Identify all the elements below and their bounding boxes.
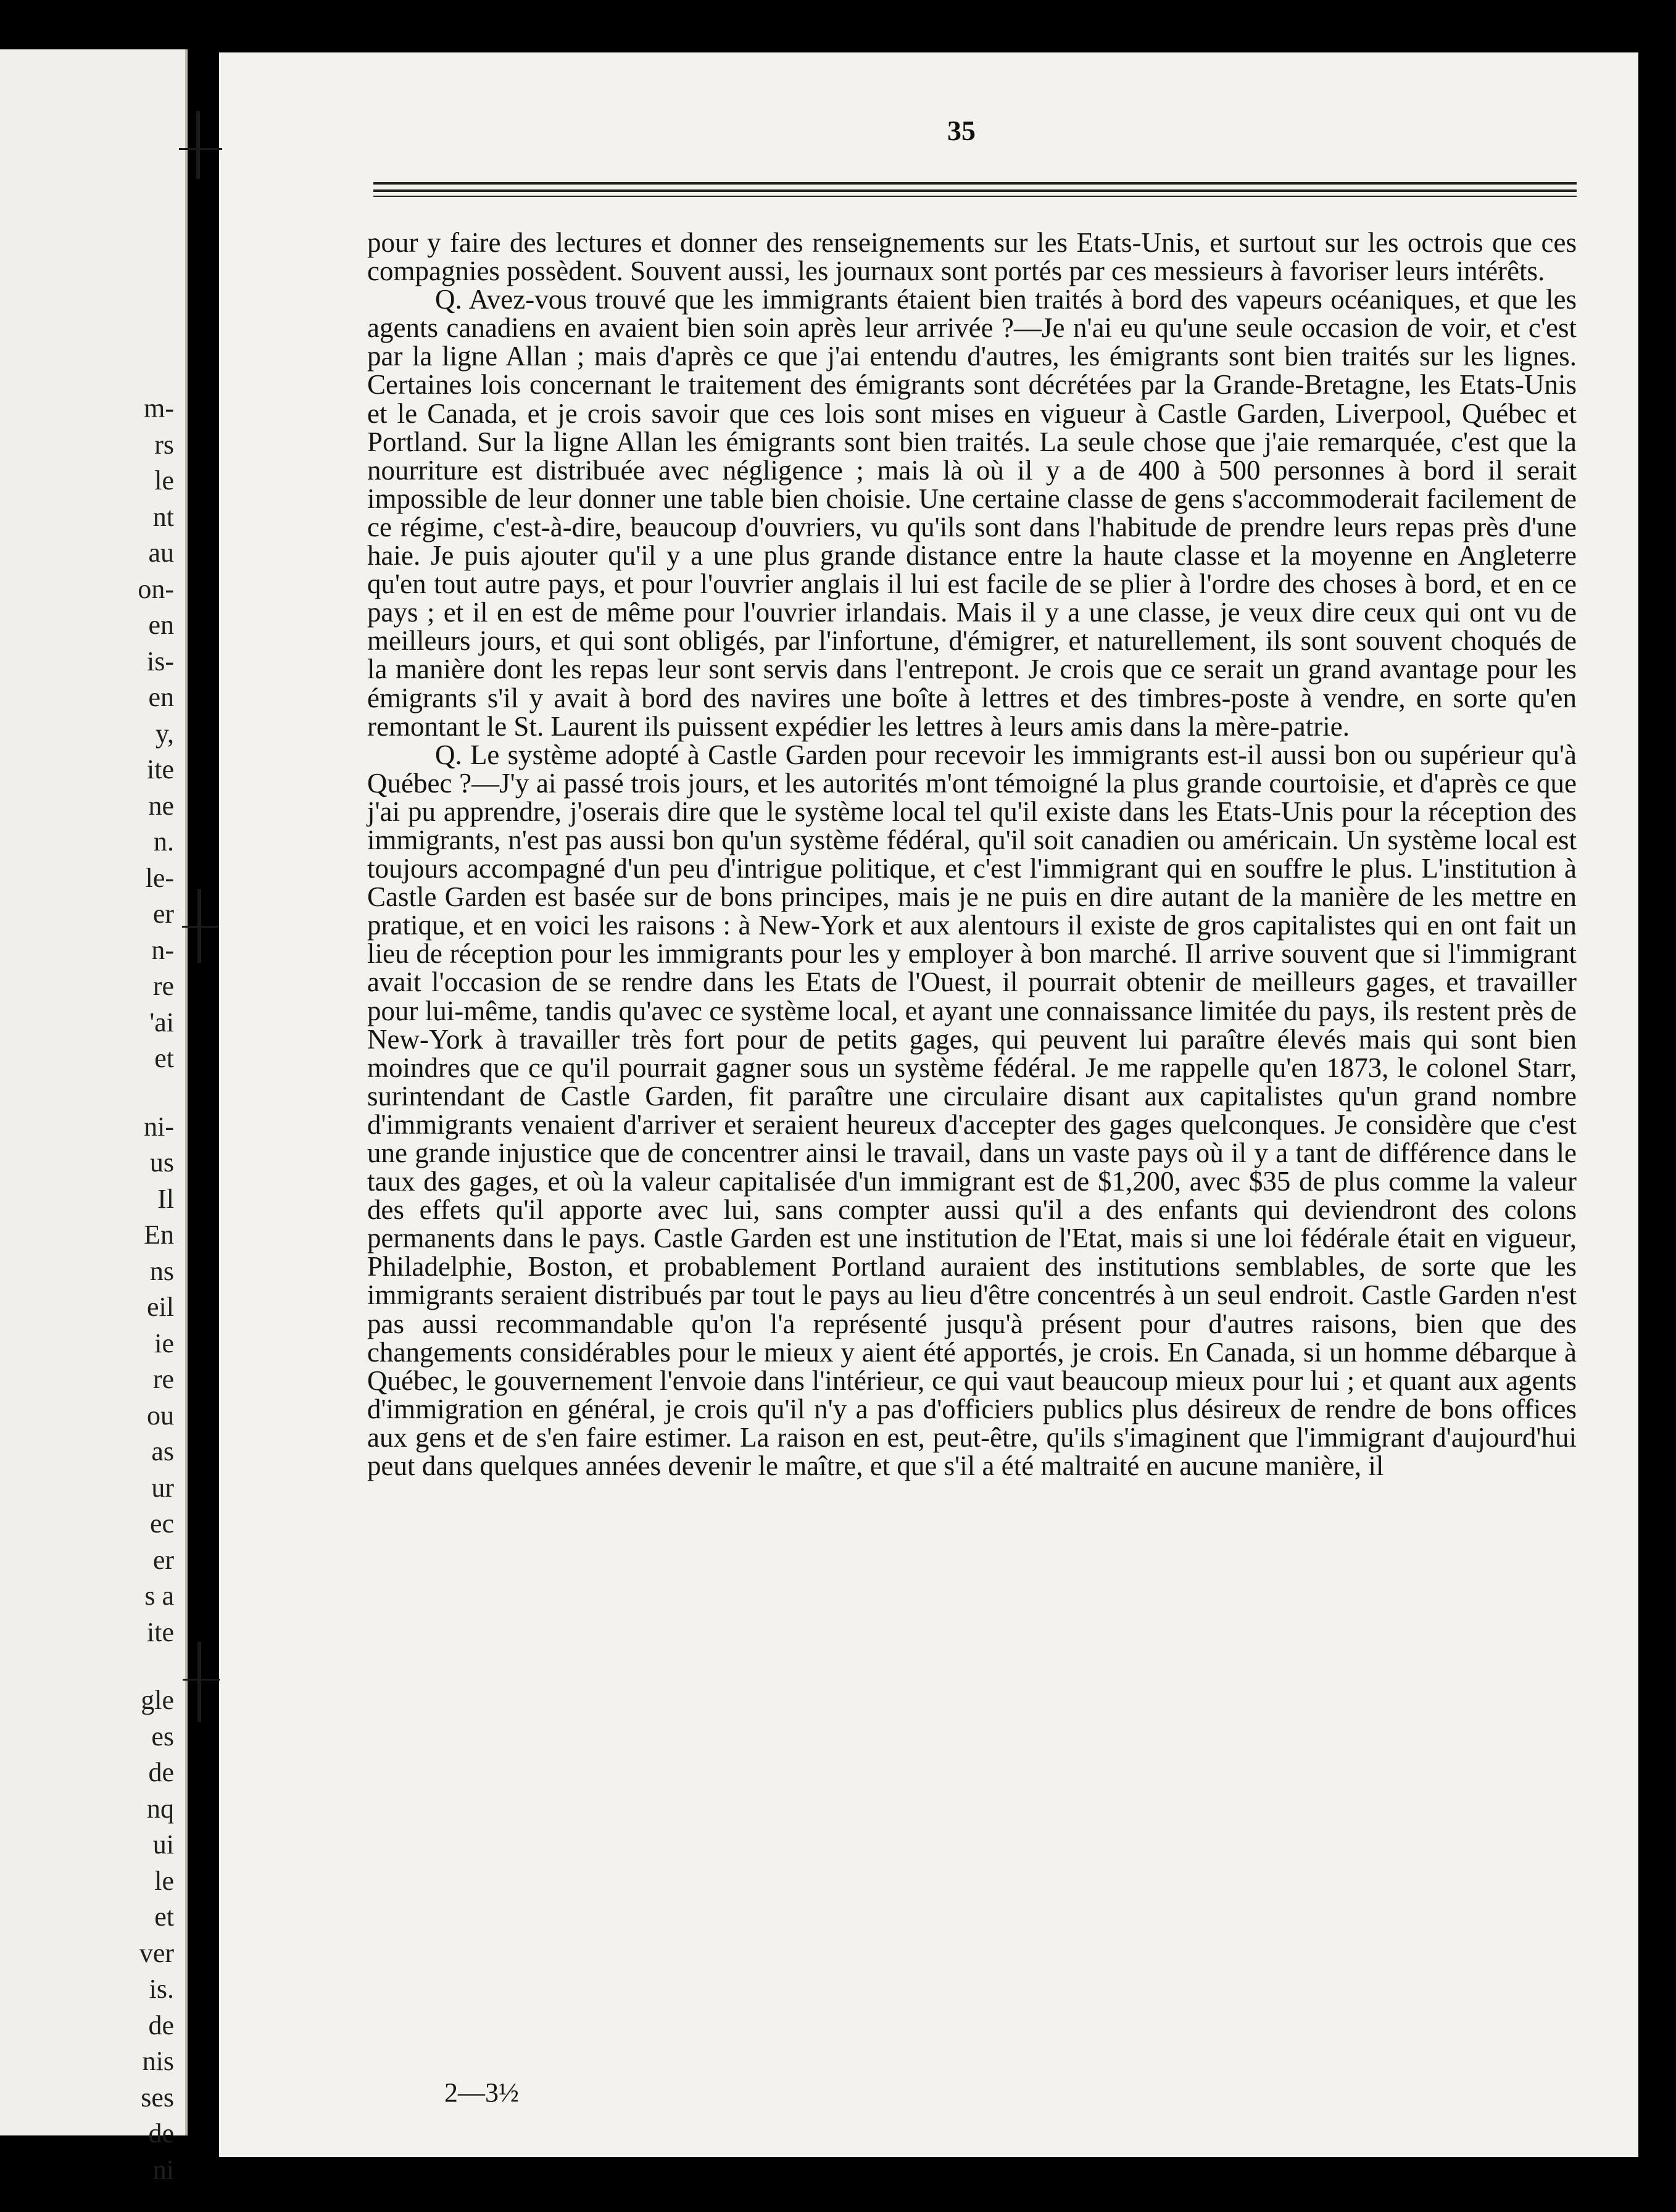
facing-page-fragment: Il: [157, 1183, 174, 1214]
facing-page-fragment: le-: [145, 862, 174, 893]
facing-page-fragment: ie: [154, 1328, 174, 1358]
binding-mark: [197, 1642, 201, 1722]
binding-mark: [196, 111, 200, 179]
facing-page-fragment: rs: [154, 429, 174, 460]
facing-page-fragment: n.: [154, 826, 174, 857]
body-text: [367, 228, 1577, 1480]
facing-page-fragment: de: [148, 2010, 174, 2040]
facing-page-fragment: s a: [144, 1581, 174, 1611]
facing-page-fragment: ite: [147, 1616, 174, 1647]
facing-page-fragment: ver: [139, 1937, 174, 1968]
facing-page-fragment: us: [149, 1147, 174, 1178]
binding-tick: [183, 1679, 220, 1681]
facing-page-fragment: en: [148, 682, 174, 712]
facing-page-fragment: ur: [151, 1472, 174, 1503]
facing-page-fragment: En: [144, 1220, 174, 1250]
facing-page-fragment: es: [151, 1721, 174, 1752]
facing-page-fragment: de: [148, 2118, 174, 2148]
facing-page-fragment: gle: [141, 1685, 174, 1715]
binding-tick: [182, 926, 219, 928]
facing-page-fragment: nt: [152, 501, 174, 532]
facing-page-fragment: ni: [152, 2154, 174, 2185]
facing-page-fragment: et: [154, 1902, 174, 1932]
document-page: [219, 52, 1638, 2157]
facing-page-fragment: ite: [147, 754, 174, 784]
facing-page-fragment: m-: [144, 393, 174, 423]
facing-page-fragment: ns: [149, 1255, 174, 1286]
facing-page-fragment: ni-: [144, 1111, 174, 1142]
facing-page-fragment: er: [152, 899, 174, 929]
facing-page-fragment: ses: [141, 2082, 174, 2113]
facing-page-fragment: ne: [148, 790, 174, 821]
facing-page-edge: [0, 49, 188, 2185]
facing-page-fragment: re: [152, 1364, 174, 1394]
facing-page-fragment: le: [154, 1865, 174, 1896]
facing-page-fragment: de: [148, 1757, 174, 1787]
facing-page-fragment: as: [151, 1436, 174, 1466]
facing-page-fragment: ui: [152, 1829, 174, 1860]
paragraph-question-bord: Q. Avez-vous trouvé que les immigrants étaient bien traités à bord des vapeurs océaniques, et que les agents canadiens en avaient bien soin après leur arrivée ?—Je n'ai eu qu'une seule occasion de voir, et c'est par la ligne Allan ; mais d'après ce que j'ai entendu d'autres, les émigrants sont bien traités sur les lignes. Certaines lois concernant le traitement des émigrants sont décrétées par la Grande-Bretagne, les Etats-Unis et le Canada, et je crois savoir que ces lois sont mises en vigueur à Castle Garden, Liverpool, Québec et Portland. Sur la ligne Allan les émigrants sont bien traités. La seule chose que j'aie remarquée, c'est que la nourriture est distribuée avec négligence ; mais là où il y a de 400 à 500 personnes à bord il serait impossible de leur donner une table bien choisie. Une certaine classe de gens s'accommoderait facilement de ce régime, c'est-à-dire, beaucoup d'ouvriers, vu qu'ils sont dans l'habitude de prendre leurs repas près d'une haie. Je puis ajouter qu'il y a une plus grande distance entre la haute classe et la moyenne en Angleterre qu'en tout autre pays, et pour l'ouvrier anglais il lui est facile de se plier à l'ordre des choses à bord, et en ce pays ; et il en est de même pour l'ouvrier irlandais. Mais il y a une classe, je veux dire ceux qui ont vu de meilleurs jours, et qui sont obligés, par l'infortune, d'émigrer, et naturellement, ils sont souvent choqués de la manière dont les repas leur sont servis dans l'entrepont. Je crois que ce serait un grand avantage pour les émigrants s'il y avait à bord des navires une boîte à lettres et des timbres-poste à vendre, en sorte qu'en remontant le St. Laurent ils puissent expédier les lettres à leurs amis dans la mère-patrie.: [367, 284, 1577, 742]
facing-page-fragment: is.: [149, 1974, 174, 2004]
paragraph-continuation: pour y faire des lectures et donner des renseignements sur les Etats-Unis, et surtout sur les octrois que ces compagnies possèdent. Souvent aussi, les journaux sont portés par ces messieurs à favoriser leurs intérêts.: [367, 227, 1577, 287]
binding-tick: [179, 148, 222, 150]
signature-mark: 2—3½: [444, 2077, 519, 2108]
facing-page-fragment: n-: [151, 934, 174, 965]
header-rule-mid: [373, 189, 1577, 192]
facing-page-fragment: ec: [149, 1508, 174, 1539]
facing-page-fragment: nis: [142, 2046, 174, 2076]
facing-page-fragment: re: [152, 971, 174, 1001]
facing-page-fragment: ou: [147, 1400, 174, 1431]
header-rule-top: [373, 182, 1577, 185]
facing-page-fragment: et: [154, 1043, 174, 1073]
facing-page-fragment: 'ai: [149, 1007, 174, 1037]
facing-page-fragment: le: [154, 465, 174, 496]
facing-page-fragment: er: [152, 1544, 174, 1575]
facing-page-fragment: eil: [147, 1292, 174, 1322]
facing-page-fragment: is-: [147, 646, 174, 676]
facing-page-fragment: nq: [147, 1793, 174, 1824]
header-rule-bottom: [373, 196, 1577, 197]
paragraph-question-castle-garden: Q. Le système adopté à Castle Garden pour recevoir les immigrants est-il aussi bon ou supérieur qu'à Québec ?—J'y ai passé trois jours, et les autorités m'ont témoigné la plus grande courtoisie, et d'après ce que j'ai pu apprendre, j'oserais dire que le système local tel qu'il existe dans les Etats-Unis pour la réception des immigrants, n'est pas aussi bon qu'un système fédéral, qu'il soit canadien ou américain. Un système local est toujours accompagné d'un peu d'intrigue politique, et c'est l'immigrant qui en souffre le plus. L'institution à Castle Garden est basée sur de bons principes, mais je ne puis en dire autant de la manière de les mettre en pratique, et en voici les raisons : à New-York et aux alentours il existe de gros capitalistes qui en ont fait un lieu de réception pour les immigrants pour les y employer à bon marché. Il arrive souvent que si l'immigrant avait l'occasion de se rendre dans les Etats de l'Ouest, il pourrait obtenir de meilleurs gages, et travailler pour lui-même, tandis qu'avec ce système local, et ayant une connaissance limitée du pays, ils restent près de New-York à travailler très fort pour de petits gages, qui peuvent lui paraître élevés mais qui sont bien moindres que ce qu'il pourrait gagner sous un système fédéral. Je me rappelle qu'en 1873, le colonel Starr, surintendant de Castle Garden, fit paraître une circulaire disant aux capitalistes qu'un grand nombre d'immigrants venaient d'arriver et seraient heureux d'accepter des gages quelconques. Je considère que c'est une grande injustice que de concentrer ainsi le travail, dans un vaste pays où il y a tant de différence dans le taux des gages, et où la valeur capitalisée d'un immigrant est de $1,200, avec $35 de plus comme la valeur des effets qu'il apporte avec lui, sans compter aussi qu'il a des enfants qui deviendront des colons permanents dans le pays. Castle Garden est une institution de l'Etat, mais si une loi fédérale était en vigueur, Philadelphie, Boston, et probablement Portland auraient des institutions semblables, de sorte que les immigrants seraient distribués par tout le pays au lieu d'être concentrés à un seul endroit. Castle Garden n'est pas aussi recommandable qu'on l'a représenté jusqu'à présent pour d'autres raisons, bien que des changements considérables pour le mieux y aient été apportés, je crois. En Canada, si un homme débarque à Québec, le gouvernement l'envoie dans l'intérieur, ce qui vaut beaucoup mieux pour lui ; et quant aux agents d'immigration en général, je crois qu'il n'y a pas d'officiers publics plus désireux de rendre de bons offices aux gens et de s'en faire estimer. La raison en est, peut-être, qu'ils s'imaginent que l'immigrant d'aujourd'hui peut dans quelques années devenir le maître, et que s'il a été maltraité en aucune manière, il: [367, 739, 1577, 1482]
page-number: 35: [947, 115, 976, 146]
facing-page-fragment: on-: [138, 573, 174, 604]
facing-page-fragment: au: [148, 538, 174, 568]
facing-page-fragment: en: [148, 610, 174, 640]
facing-page-fragment: y,: [155, 718, 174, 749]
